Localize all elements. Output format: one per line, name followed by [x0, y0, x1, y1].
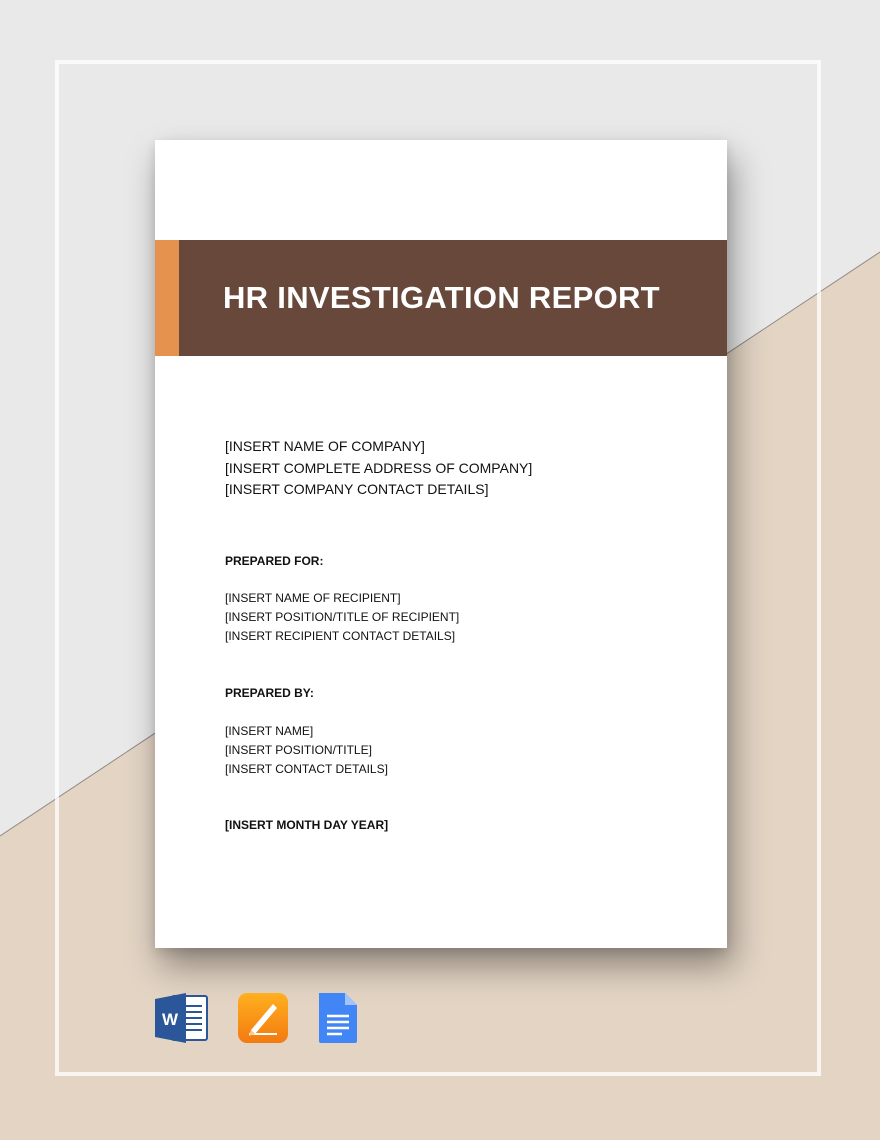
prepared-for-heading: PREPARED FOR:: [225, 554, 324, 568]
recipient-contact: [INSERT RECIPIENT CONTACT DETAILS]: [225, 629, 456, 643]
title-banner: [155, 240, 727, 356]
company-address: [INSERT COMPLETE ADDRESS OF COMPANY]: [225, 459, 533, 476]
company-contact: [INSERT COMPANY CONTACT DETAILS]: [225, 481, 489, 497]
prepared-by-block: [225, 722, 388, 779]
document-title: HR INVESTIGATION REPORT: [223, 280, 660, 315]
preparer-name: [INSERT NAME]: [225, 724, 314, 738]
company-block: [225, 436, 532, 501]
microsoft-word-icon[interactable]: [155, 992, 209, 1044]
google-docs-icon[interactable]: [317, 992, 359, 1044]
word-letter: W: [161, 1010, 179, 1029]
prepared-by-heading: PREPARED BY:: [225, 686, 314, 700]
prepared-for-block: [225, 589, 459, 646]
banner-accent-bar: [155, 240, 179, 356]
company-name: [INSERT NAME OF COMPANY]: [225, 438, 425, 454]
preparer-position: [INSERT POSITION/TITLE]: [225, 743, 372, 757]
document-page: [155, 140, 727, 948]
preparer-contact: [INSERT CONTACT DETAILS]: [225, 762, 388, 776]
report-date: [INSERT MONTH DAY YEAR]: [225, 818, 389, 832]
apple-pages-icon[interactable]: [237, 992, 289, 1044]
recipient-name: [INSERT NAME OF RECIPIENT]: [225, 591, 401, 605]
recipient-position: [INSERT POSITION/TITLE OF RECIPIENT]: [225, 610, 460, 624]
